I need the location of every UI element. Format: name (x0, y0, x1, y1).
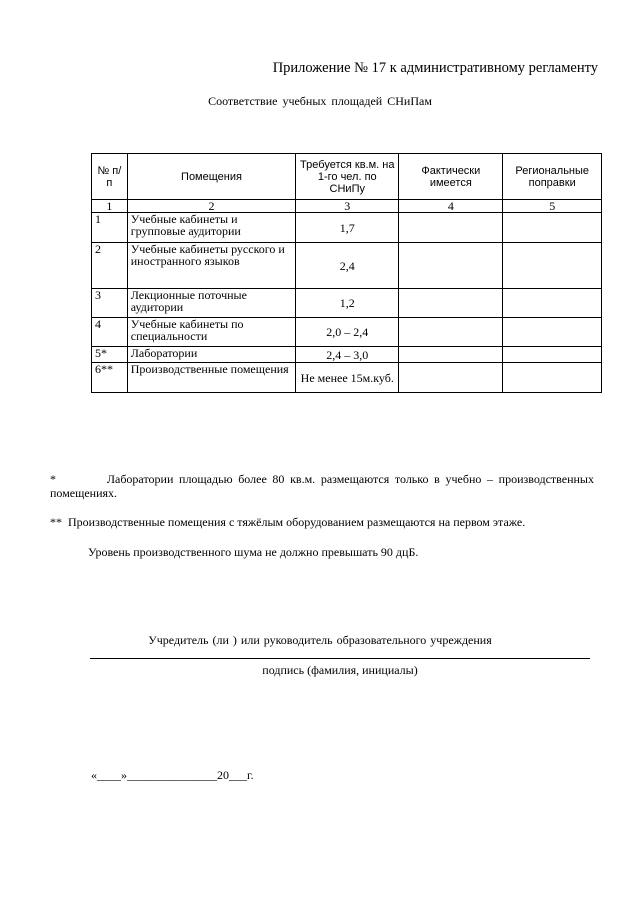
row-required-area: 1,2 (296, 289, 399, 318)
date-line: «____»_______________20___г. (91, 768, 254, 782)
table-row (92, 347, 602, 363)
founder-line: Учредитель (ли ) или руководитель образовательного учреждения (148, 633, 492, 647)
row-premises: Учебные кабинеты по специальности (127, 318, 296, 347)
signature-line (90, 658, 590, 659)
header-premises: Помещения (127, 154, 296, 200)
column-number: 1 (92, 200, 128, 213)
noise-level-note: Уровень производственного шума не должно превышать 90 дцБ. (88, 545, 419, 559)
footnote-laboratories: * Лаборатории площадью более 80 кв.м. размещаются только в учебно – производственных помещениях. (50, 472, 594, 500)
header-required-area: Требуется кв.м. на 1-го чел. по СНиПу (296, 154, 399, 200)
row-premises: Лекционные поточные аудитории (127, 289, 296, 318)
row-number: 1 (92, 213, 128, 243)
row-premises: Учебные кабинеты русского и иностранного языков (127, 243, 296, 289)
header-regional-corrections: Региональные поправки (503, 154, 602, 200)
column-number: 2 (127, 200, 296, 213)
table-row (92, 243, 602, 289)
row-actual-area (399, 289, 503, 318)
footnote-production-premises: ** Производственные помещения с тяжёлым оборудованием размещаются на первом этаже. (50, 515, 526, 529)
column-number: 4 (399, 200, 503, 213)
row-number: 4 (92, 318, 128, 347)
row-number: 5* (92, 347, 128, 363)
row-number: 2 (92, 243, 128, 289)
row-regional-correction (503, 318, 602, 347)
table-row (92, 363, 602, 393)
row-required-area: Не менее 15м.куб. (296, 363, 399, 393)
table-row (92, 213, 602, 243)
row-number: 6** (92, 363, 128, 393)
row-actual-area (399, 243, 503, 289)
row-premises: Лаборатории (127, 347, 296, 363)
row-premises: Учебные кабинеты и групповые аудитории (127, 213, 296, 243)
column-number: 5 (503, 200, 602, 213)
row-actual-area (399, 213, 503, 243)
table-header-row (92, 154, 602, 200)
row-regional-correction (503, 347, 602, 363)
header-number: № п/п (92, 154, 128, 200)
row-actual-area (399, 318, 503, 347)
header-actual-area: Фактически имеется (399, 154, 503, 200)
row-regional-correction (503, 243, 602, 289)
row-number: 3 (92, 289, 128, 318)
column-number: 3 (296, 200, 399, 213)
column-number-row (92, 200, 602, 213)
document-title: Соответствие учебных площадей СНиПам (208, 94, 432, 108)
row-regional-correction (503, 289, 602, 318)
area-requirements-table (91, 153, 602, 393)
table-row (92, 289, 602, 318)
appendix-heading: Приложение № 17 к административному регламенту (272, 60, 598, 76)
table-row (92, 318, 602, 347)
row-regional-correction (503, 363, 602, 393)
row-premises: Производственные помещения (127, 363, 296, 393)
row-required-area: 1,7 (296, 213, 399, 243)
row-required-area: 2,4 (296, 243, 399, 289)
row-actual-area (399, 347, 503, 363)
row-required-area: 2,4 – 3,0 (296, 347, 399, 363)
row-actual-area (399, 363, 503, 393)
row-required-area: 2,0 – 2,4 (296, 318, 399, 347)
signature-caption: подпись (фамилия, инициалы) (262, 663, 418, 677)
row-regional-correction (503, 213, 602, 243)
